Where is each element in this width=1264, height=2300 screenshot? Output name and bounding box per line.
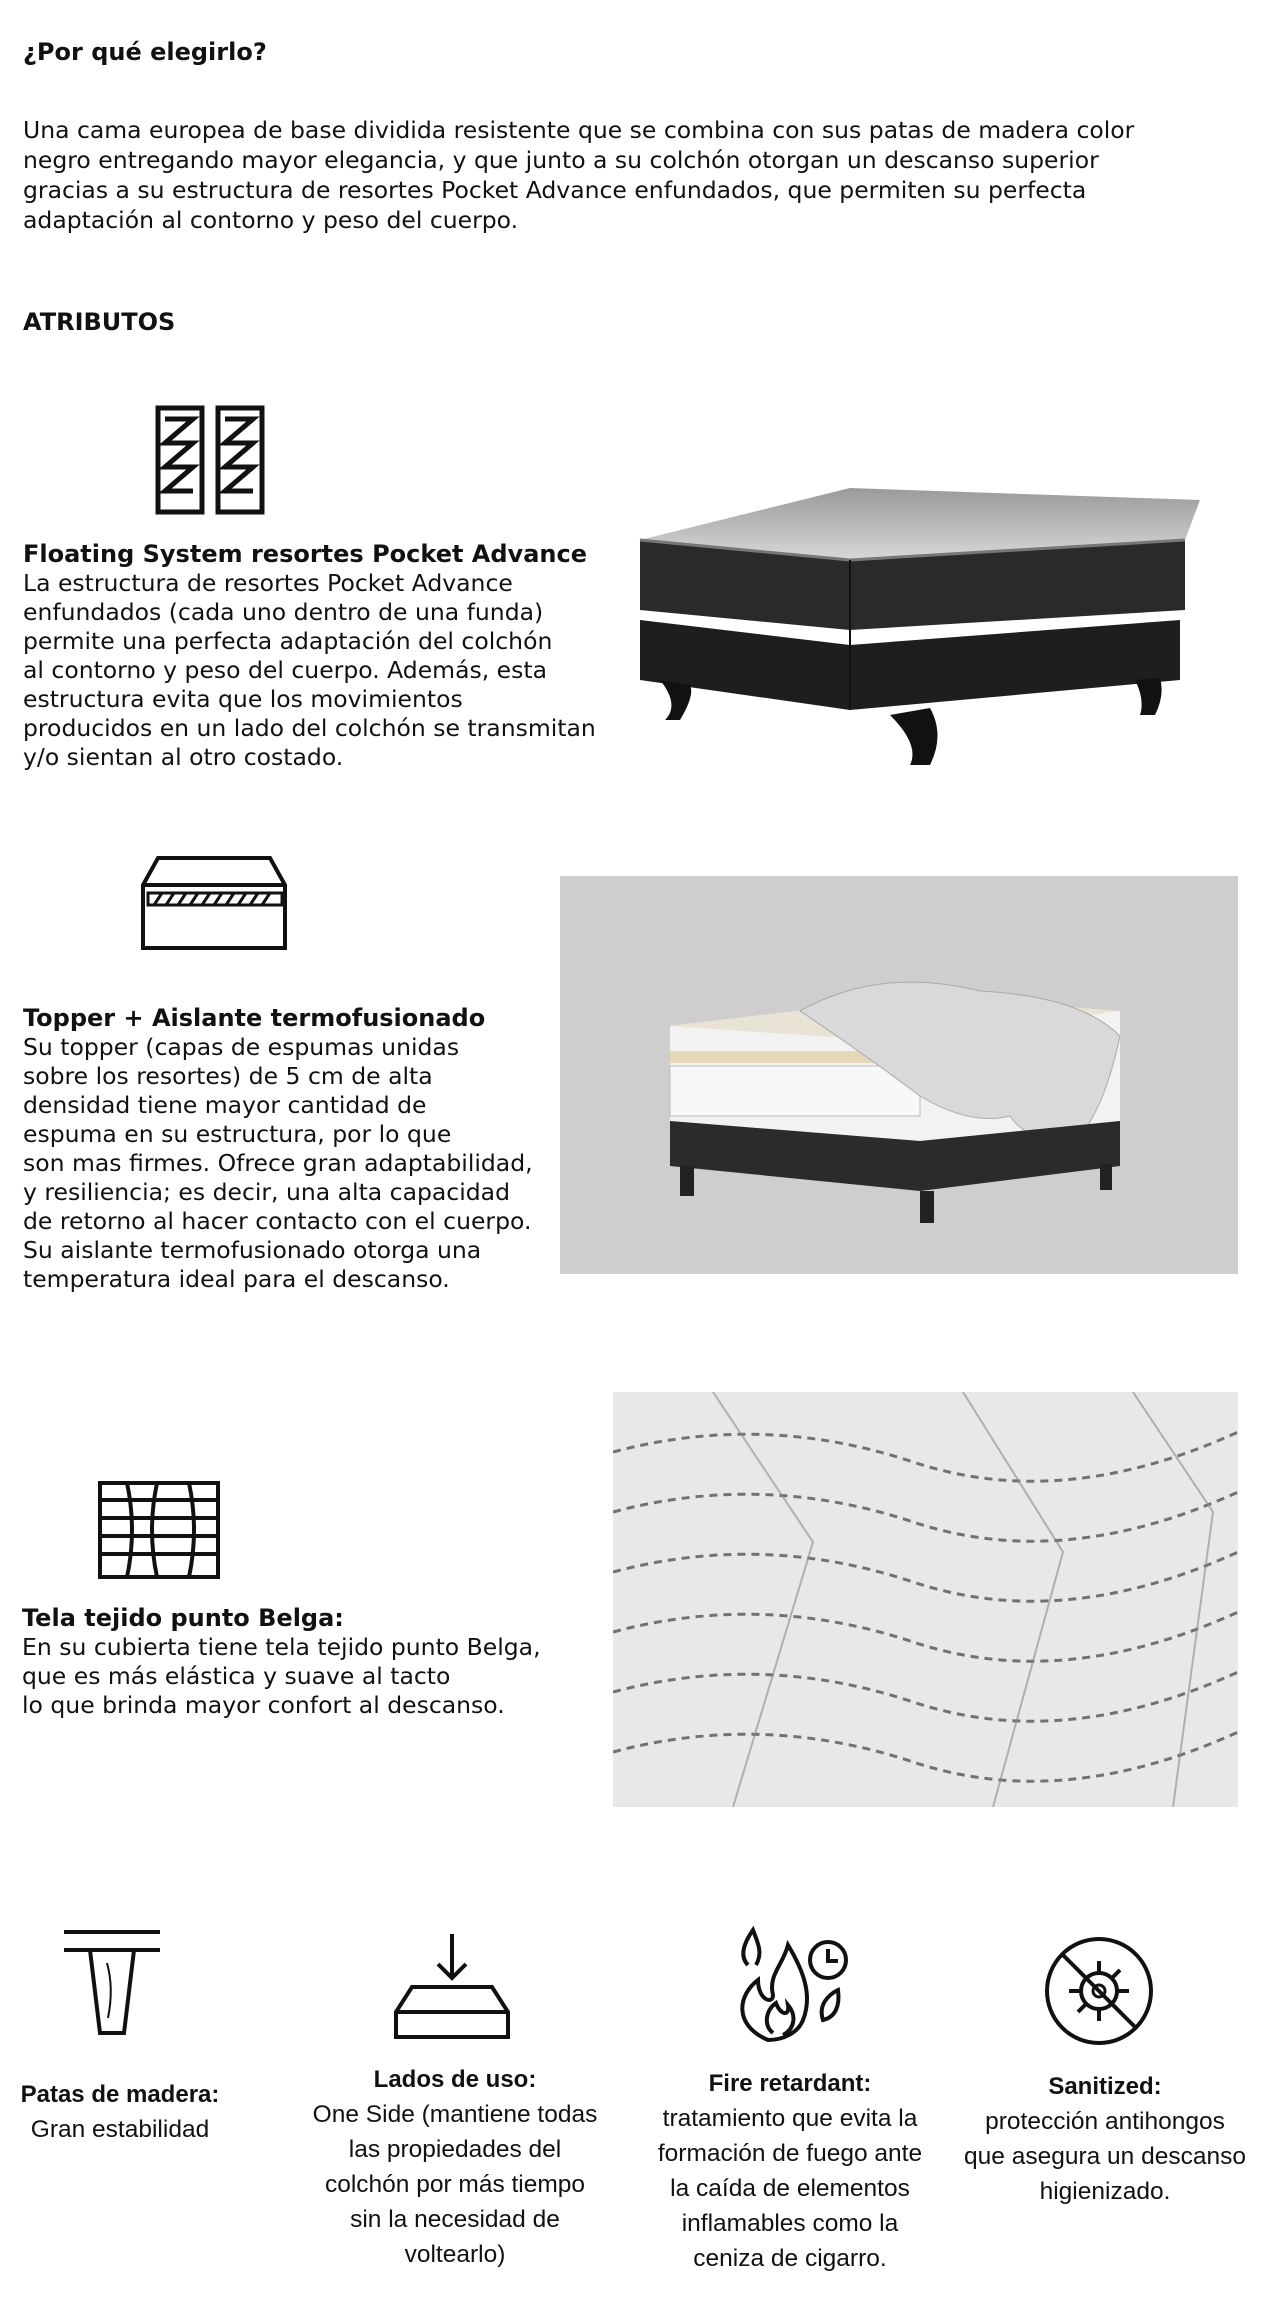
one-side-title: Lados de uso: bbox=[373, 2066, 537, 2093]
feature-title-springs: Floating System resortes Pocket Advance bbox=[23, 540, 587, 568]
fire-retardant-title: Fire retardant: bbox=[708, 2070, 872, 2097]
sanitized-body: protección antihongos que asegura un descanso higienizado. bbox=[964, 2108, 1246, 2205]
fire-retardant-body: tratamiento que evita la formación de fuego ante la caída de elementos inflamables como la ceniza de cigarro. bbox=[657, 2105, 923, 2272]
one-side-body: One Side (mantiene todas las propiedades del colchón por más tiempo sin la necesidad de voltearlo) bbox=[312, 2101, 598, 2268]
sanitized-title: Sanitized: bbox=[1048, 2073, 1162, 2100]
feature-sanitized bbox=[955, 2070, 1255, 2209]
intro-paragraph: Una cama europea de base dividida resistente que se combina con sus patas de madera color negro entregando mayor elegancia, y que junto a su colchón otorgan un descanso superior gracias a su estructura de resortes Pocket Advance enfundados, que permiten su perfecta adaptación al contorno y peso del cuerpo. bbox=[23, 116, 1135, 234]
springs-icon bbox=[155, 405, 265, 517]
wooden-leg-icon bbox=[62, 1928, 162, 2038]
bed-product-image bbox=[620, 480, 1220, 780]
feature-title-fabric: Tela tejido punto Belga: bbox=[22, 1604, 344, 1632]
topper-layers-icon bbox=[140, 853, 290, 953]
intro-heading: ¿Por qué elegirlo? bbox=[23, 38, 267, 66]
wooden-legs-body: Gran estabilidad bbox=[30, 2116, 210, 2143]
topper-bed-image bbox=[560, 876, 1238, 1274]
feature-body-topper: Su topper (capas de espumas unidas sobre los resortes) de 5 cm de alta densidad tiene mayor cantidad de espuma en su estructura, por lo que son mas firmes. Ofrece gran adaptabilidad, y resiliencia; es decir, una alta capacidad de retorno al hacer contacto con el cuerpo. Su aislante termofusionado otorga una temperatura ideal para el descanso. bbox=[23, 1033, 533, 1293]
knit-fabric-icon bbox=[97, 1480, 221, 1580]
attributes-heading: ATRIBUTOS bbox=[23, 308, 176, 336]
feature-body-springs: La estructura de resortes Pocket Advance enfundados (cada uno dentro de una funda) permite una perfecta adaptación del colchón al contorno y peso del cuerpo. Además, esta estructura evita que los movimientos producidos en un lado del colchón se transmitan y/o sientan al otro costado. bbox=[23, 569, 596, 771]
wooden-legs-title: Patas de madera: bbox=[20, 2081, 220, 2108]
feature-fire-retardant bbox=[640, 2067, 940, 2276]
feature-title-topper: Topper + Aislante termofusionado bbox=[23, 1004, 486, 1032]
feature-wooden-legs bbox=[0, 2078, 240, 2147]
fire-retardant-icon bbox=[728, 1925, 853, 2045]
fabric-texture-image bbox=[613, 1392, 1238, 1807]
sanitized-icon bbox=[1043, 1935, 1155, 2047]
one-side-icon bbox=[392, 1932, 512, 2042]
feature-one-side bbox=[300, 2063, 610, 2272]
feature-body-fabric: En su cubierta tiene tela tejido punto Belga, que es más elástica y suave al tacto lo que brinda mayor confort al descanso. bbox=[22, 1633, 541, 1719]
